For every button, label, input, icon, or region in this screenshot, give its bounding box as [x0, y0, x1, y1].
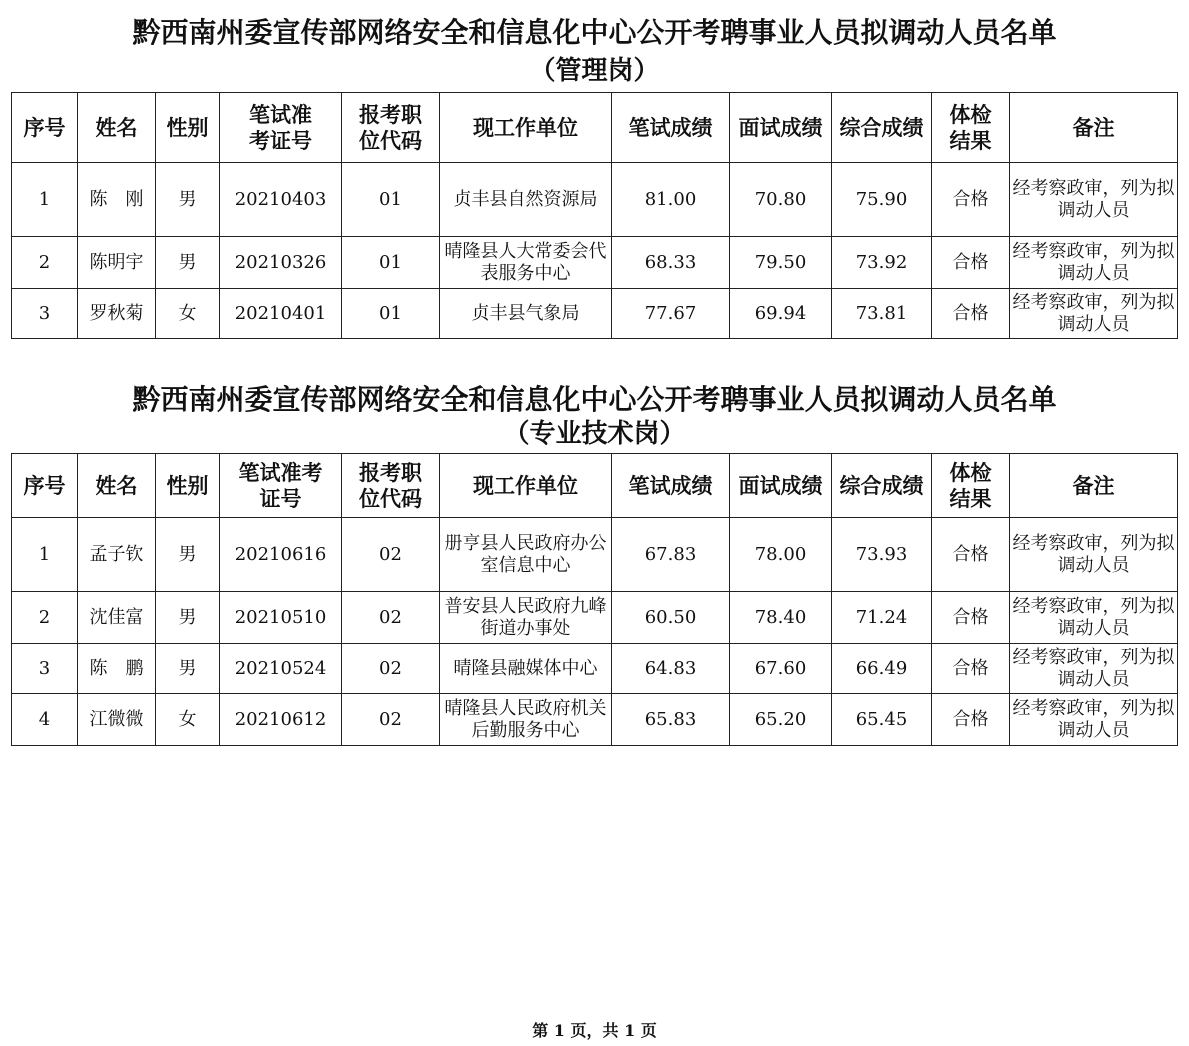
cell-row-number: 3 — [12, 644, 78, 694]
cell-position-code: 02 — [342, 694, 440, 746]
table-body — [12, 518, 1178, 746]
cell-medical-result: 合格 — [932, 644, 1010, 694]
table-body — [12, 163, 1178, 339]
cell-total-score: 71.24 — [832, 592, 932, 644]
cell-written-score: 68.33 — [612, 237, 730, 289]
cell-position-code: 01 — [342, 163, 440, 237]
cell-exam-id: 20210524 — [220, 644, 342, 694]
cell-interview-score: 65.20 — [730, 694, 832, 746]
header-medical-result: 体检 结果 — [932, 454, 1010, 518]
page-footer: 第 1 页，共 1 页 — [532, 1021, 657, 1040]
table-row — [12, 518, 1178, 592]
header-interview-score: 面试成绩 — [730, 454, 832, 518]
table-1-subtitle: （管理岗） — [529, 56, 660, 86]
cell-medical-result: 合格 — [932, 289, 1010, 339]
cell-interview-score: 70.80 — [730, 163, 832, 237]
cell-exam-id: 20210403 — [220, 163, 342, 237]
management-roster-table — [11, 92, 1178, 339]
cell-remark: 经考察政审，列为拟调动人员 — [1010, 237, 1178, 289]
header-interview-score: 面试成绩 — [730, 93, 832, 163]
cell-name: 陈 刚 — [78, 163, 156, 237]
header-written-score: 笔试成绩 — [612, 93, 730, 163]
cell-written-score: 60.50 — [612, 592, 730, 644]
cell-remark: 经考察政审，列为拟调动人员 — [1010, 163, 1178, 237]
cell-position-code: 02 — [342, 518, 440, 592]
cell-interview-score: 79.50 — [730, 237, 832, 289]
cell-gender: 男 — [156, 592, 220, 644]
header-gender: 性别 — [156, 454, 220, 518]
cell-remark: 经考察政审，列为拟调动人员 — [1010, 694, 1178, 746]
cell-gender: 女 — [156, 289, 220, 339]
table-row — [12, 289, 1178, 339]
table-row — [12, 694, 1178, 746]
header-row-number: 序号 — [12, 93, 78, 163]
cell-name: 孟子钦 — [78, 518, 156, 592]
header-name: 姓名 — [78, 93, 156, 163]
cell-remark: 经考察政审，列为拟调动人员 — [1010, 289, 1178, 339]
cell-name: 陈明宇 — [78, 237, 156, 289]
cell-gender: 男 — [156, 518, 220, 592]
header-gender: 性别 — [156, 93, 220, 163]
cell-row-number: 2 — [12, 592, 78, 644]
header-work-unit: 现工作单位 — [440, 93, 612, 163]
table-row — [12, 644, 1178, 694]
cell-name: 江微微 — [78, 694, 156, 746]
cell-total-score: 75.90 — [832, 163, 932, 237]
cell-row-number: 2 — [12, 237, 78, 289]
table-row — [12, 592, 1178, 644]
header-total-score: 综合成绩 — [832, 93, 932, 163]
header-written-score: 笔试成绩 — [612, 454, 730, 518]
cell-name: 罗秋菊 — [78, 289, 156, 339]
cell-written-score: 67.83 — [612, 518, 730, 592]
cell-total-score: 65.45 — [832, 694, 932, 746]
header-position-code: 报考职 位代码 — [342, 454, 440, 518]
header-row-number: 序号 — [12, 454, 78, 518]
cell-interview-score: 67.60 — [730, 644, 832, 694]
cell-written-score: 64.83 — [612, 644, 730, 694]
cell-work-unit: 晴隆县融媒体中心 — [440, 644, 612, 694]
table-row — [12, 163, 1178, 237]
header-remark: 备注 — [1010, 93, 1178, 163]
cell-row-number: 3 — [12, 289, 78, 339]
header-work-unit: 现工作单位 — [440, 454, 612, 518]
cell-remark: 经考察政审，列为拟调动人员 — [1010, 592, 1178, 644]
table-header-row — [12, 454, 1178, 518]
cell-total-score: 66.49 — [832, 644, 932, 694]
cell-medical-result: 合格 — [932, 163, 1010, 237]
cell-remark: 经考察政审，列为拟调动人员 — [1010, 644, 1178, 694]
cell-position-code: 01 — [342, 237, 440, 289]
cell-written-score: 81.00 — [612, 163, 730, 237]
cell-exam-id: 20210326 — [220, 237, 342, 289]
cell-row-number: 1 — [12, 163, 78, 237]
header-exam-id: 笔试准 考证号 — [220, 93, 342, 163]
cell-interview-score: 78.00 — [730, 518, 832, 592]
cell-interview-score: 78.40 — [730, 592, 832, 644]
cell-row-number: 4 — [12, 694, 78, 746]
header-medical-result: 体检 结果 — [932, 93, 1010, 163]
header-position-code: 报考职 位代码 — [342, 93, 440, 163]
cell-written-score: 77.67 — [612, 289, 730, 339]
cell-position-code: 01 — [342, 289, 440, 339]
cell-exam-id: 20210510 — [220, 592, 342, 644]
cell-medical-result: 合格 — [932, 518, 1010, 592]
cell-work-unit: 普安县人民政府九峰街道办事处 — [440, 592, 612, 644]
cell-position-code: 02 — [342, 592, 440, 644]
table-row — [12, 237, 1178, 289]
cell-total-score: 73.93 — [832, 518, 932, 592]
table-1-title: 黔西南州委宣传部网络安全和信息化中心公开考聘事业人员拟调动人员名单 — [132, 16, 1057, 49]
cell-exam-id: 20210612 — [220, 694, 342, 746]
cell-remark: 经考察政审，列为拟调动人员 — [1010, 518, 1178, 592]
header-name: 姓名 — [78, 454, 156, 518]
cell-position-code: 02 — [342, 644, 440, 694]
cell-work-unit: 晴隆县人民政府机关后勤服务中心 — [440, 694, 612, 746]
cell-medical-result: 合格 — [932, 237, 1010, 289]
cell-gender: 女 — [156, 694, 220, 746]
cell-gender: 男 — [156, 644, 220, 694]
header-exam-id: 笔试准考 证号 — [220, 454, 342, 518]
cell-medical-result: 合格 — [932, 694, 1010, 746]
cell-work-unit: 贞丰县气象局 — [440, 289, 612, 339]
cell-name: 陈 鹏 — [78, 644, 156, 694]
header-total-score: 综合成绩 — [832, 454, 932, 518]
cell-written-score: 65.83 — [612, 694, 730, 746]
cell-row-number: 1 — [12, 518, 78, 592]
cell-interview-score: 69.94 — [730, 289, 832, 339]
cell-total-score: 73.92 — [832, 237, 932, 289]
table-header-row — [12, 93, 1178, 163]
cell-work-unit: 晴隆县人大常委会代表服务中心 — [440, 237, 612, 289]
cell-medical-result: 合格 — [932, 592, 1010, 644]
cell-work-unit: 贞丰县自然资源局 — [440, 163, 612, 237]
table-2-title: 黔西南州委宣传部网络安全和信息化中心公开考聘事业人员拟调动人员名单 — [132, 383, 1057, 416]
table-2-subtitle: （专业技术岗） — [503, 419, 686, 449]
cell-exam-id: 20210401 — [220, 289, 342, 339]
header-remark: 备注 — [1010, 454, 1178, 518]
cell-name: 沈佳富 — [78, 592, 156, 644]
technical-roster-table — [11, 453, 1178, 746]
cell-gender: 男 — [156, 163, 220, 237]
cell-total-score: 73.81 — [832, 289, 932, 339]
cell-exam-id: 20210616 — [220, 518, 342, 592]
cell-gender: 男 — [156, 237, 220, 289]
cell-work-unit: 册亨县人民政府办公室信息中心 — [440, 518, 612, 592]
